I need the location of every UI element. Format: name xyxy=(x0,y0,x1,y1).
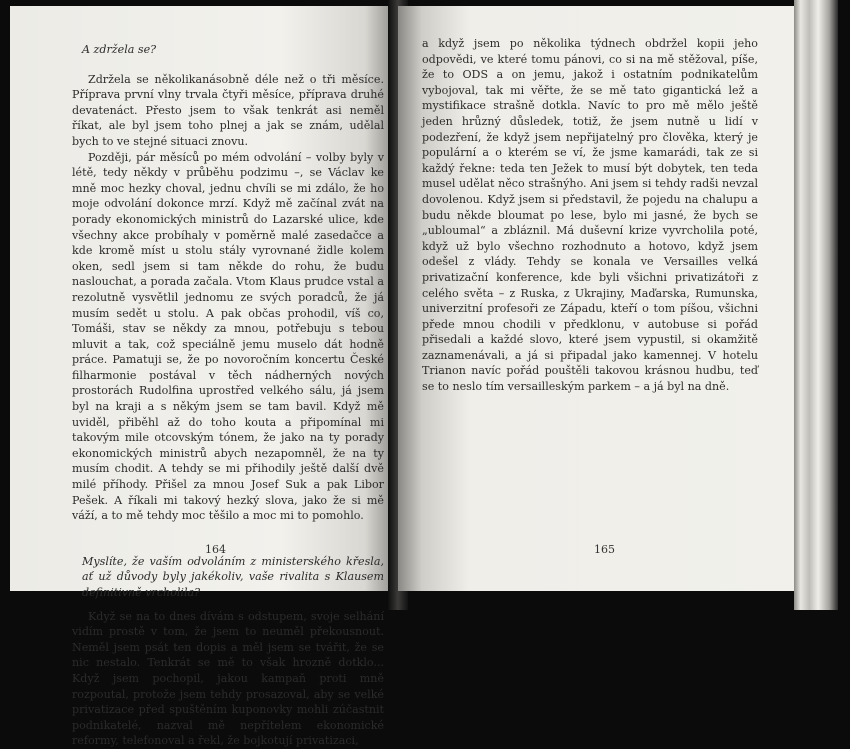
paragraph: Když se na to dnes dívám s odstupem, svoje selhání vidím prostě v tom, že jsem to neuměl překousnout. Neměl jsem psát ten dopis a měl jsem se tvářit, že se nic nestalo. Tenkrát se mě to však hrozně dotklo... Když jsem pochopil, jakou kampaň proti mně rozpoutal, protože jsem tehdy prosazoval, aby se velké privatizace před spuštěním kuponovky mohli zúčastnit podnikatelé, nazval mě nepřítelem ekonomické reformy, telefonoval a řekl, že bojkotují privatizaci, xyxy=(72,609,384,748)
page-edges xyxy=(794,0,838,610)
right-page-text xyxy=(422,36,758,395)
page-number: 165 xyxy=(594,543,615,556)
paragraph: a když jsem po několika týdnech obdržel kopii jeho odpovědi, ve které tomu pánovi, co si na mě stěžoval, píše, že to ODS a on jemu, jakož i ostatním podnikatelům vybojoval, tak mi věřte, že se mě tato gigantická lež a mystifikace strašně dotkla. Navíc to pro mě mělo ještě jeden hrůzný důsledek, totiž, že jsem nutně u lidí v podezření, že když jsem nepřijatelný pro člověka, který je populární a o kterém se ví, že jsme kamarádi, tak ze si každý řekne: teda ten Ježek to musí být dobytek, ten teda musel udělat něco strašnýho. Ani jsem si tehdy radši nevzal dovolenou. Když jsem si představil, že pojedu na chalupu a budu někde bloumat po lese, bylo mi jasné, že bych se „ubloumal“ a zbláznil. Má duševní krize vyvrcholila poté, když už bylo všechno rozhodnuto a hotovo, když jsem odešel z vlády. Tehdy se konala ve Versailles velká privatizační konference, kde byli všichni privatizátoři z celého světa – z Ruska, z Ukrajiny, Maďarska, Rumunska, univerzitní profesoři ze Západu, kteří o tom píšou, všichni přede mnou chodili v předklonu, v autobuse si pořád přisedali a každé slovo, které jsem vypustil, si okamžitě zaznamenávali, a já si připadal jako kamennej. V hotelu Trianon navíc pořád pouštěli takovou krásnou hudbu, teď se to neslo tím versailleským parkem – a já byl na dně. xyxy=(422,37,758,394)
page-number: 164 xyxy=(205,543,226,556)
left-page-text xyxy=(72,42,384,749)
right-page xyxy=(398,6,794,591)
question-heading: A zdržela se? xyxy=(82,43,157,56)
paragraph: Později, pár měsíců po mém odvolání – volby byly v létě, tedy někdy v průběhu podzimu –, se Václav ke mně moc hezky choval, jednu chvíli se mi zdálo, že ho moje odvolání dokonce mrzí. Když mě začínal zvát na porady ekonomických ministrů do Lazarské ulice, kde všechny akce probíhaly v poměrně malé zasedačce a kde kromě míst u stolu stály vyrovnané židle kolem oken, sedl jsem si tam někde do rohu, že budu naslouchat, a porada začala. Vtom Klaus prudce vstal a rezolutně vysvětlil jednomu ze svých poradců, že já musím sedět u stolu. A pak občas prohodil, víš co, Tomáši, stav se někdy za mnou, potřebuju s tebou mluvit a tak, což speciálně jemu muselo dát hodně práce. Pamatuji se, že po novoročním koncertu České filharmonie postával v těch nádherných nových prostorách Rudolfina uprostřed velkého sálu, já jsem byl na kraji a s někým jsem se tam bavil. Když mě uviděl, přiběhl až do toho kouta a připomínal mi takovým mile otcovským tónem, že jako na ty porady ekonomických ministrů abych nezapomněl, že na ty musím chodit. A tehdy se mi přihodily ještě další dvě milé příhody. Přišel za mnou Josef Suk a pak Libor Pešek. A říkali mi takový hezký slova, jako že si mě váží, a to mě tehdy moc těšilo a moc mi to pomohlo. xyxy=(72,150,384,523)
question-heading: Myslíte, že vaším odvoláním z ministerského křesla, ať už důvody byly jakékoliv, vaše rivalita s Klausem definitivně vrcholila? xyxy=(82,554,384,599)
left-page xyxy=(10,6,396,748)
paragraph: Zdržela se několikanásobně déle než o tři měsíce. Příprava první vlny trvala čtyři měsíce, příprava druhé devatenáct. Přesto jsem to však tenkrát asi neměl říkat, ale byl jsem toho plnej a jak se znám, udělal bych to ve stejné situaci znovu. xyxy=(72,72,384,148)
